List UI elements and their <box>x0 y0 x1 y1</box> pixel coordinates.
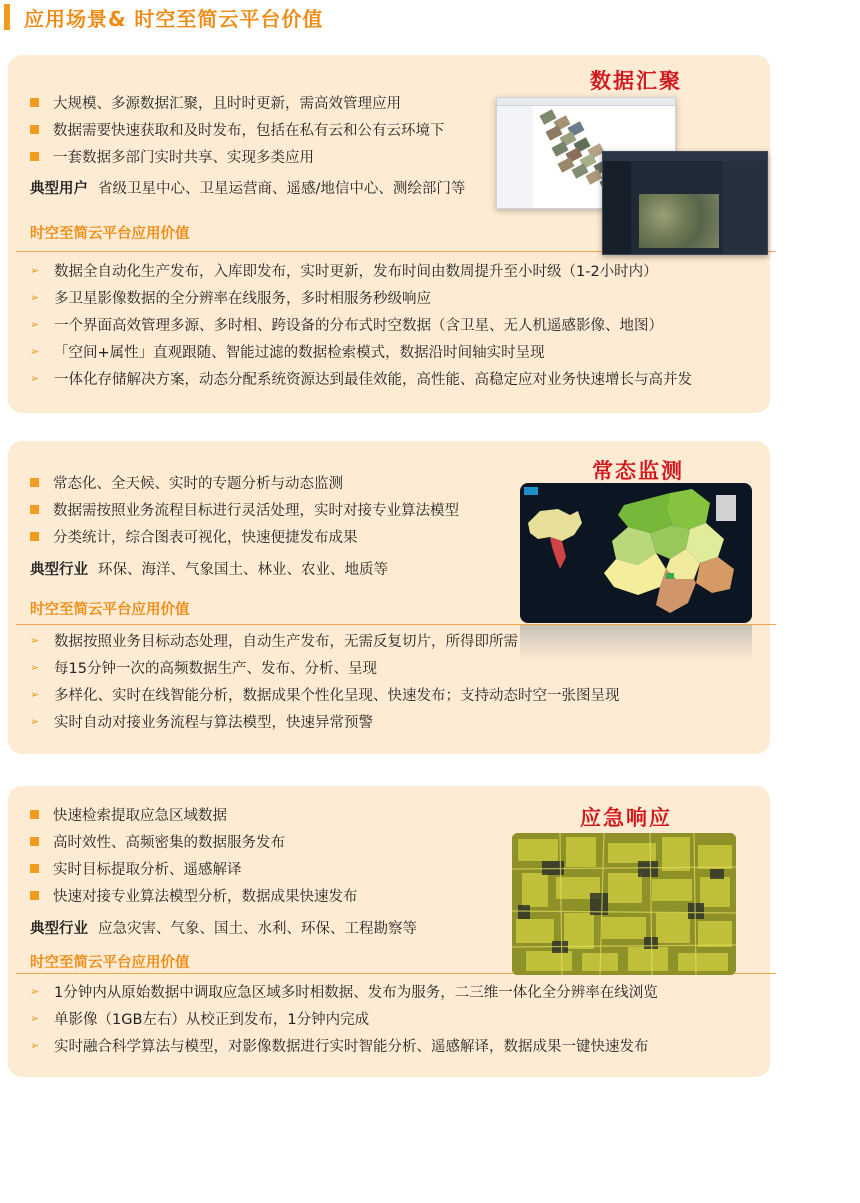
typical-value: 应急灾害、气象、国土、水利、环保、工程勘察等 <box>98 921 417 937</box>
inset-china-map <box>528 509 582 541</box>
requirement-list <box>30 89 445 170</box>
list-item: 数据需按照业务流程目标进行灵活处理，实时对接专业算法模型 <box>30 496 459 523</box>
list-item: 快速检索提取应急区域数据 <box>30 801 358 828</box>
requirement-list <box>30 469 459 550</box>
aerial-imagery <box>512 833 736 975</box>
list-item: ➢ 实时自动对接业务流程与算法模型，快速异常预警 <box>30 715 373 731</box>
square-bullet-icon <box>30 478 39 487</box>
page-title <box>0 0 500 34</box>
typical-users <box>30 177 465 198</box>
value-heading: 时空至简云平台应用价值 <box>30 955 190 971</box>
typical-industries <box>30 917 417 938</box>
list-item: ➢ 多卫星影像数据的全分辨率在线服务，多时相服务秒级响应 <box>30 291 431 307</box>
region-north <box>666 489 710 529</box>
typical-label: 典型用户 <box>30 181 88 197</box>
square-bullet-icon <box>30 98 39 107</box>
thematic-map-image <box>520 483 752 623</box>
section-label: 应急响应 <box>580 806 672 830</box>
typical-industries <box>30 558 388 579</box>
list-item: ➢ 实时融合科学算法与模型，对影像数据进行实时智能分析、遥感解译，数据成果一键快速发布 <box>30 1039 649 1055</box>
arrow-bullet-icon: ➢ <box>30 661 40 674</box>
list-item: ➢ 一个界面高效管理多源、多时相、跨设备的分布式时空数据（含卫星、无人机遥感影像、地图） <box>30 318 663 334</box>
arrow-bullet-icon: ➢ <box>30 715 40 728</box>
list-item: ➢ 数据全自动化生产发布，入库即发布，实时更新，发布时间由数周提升至小时级（1-2小时内） <box>30 264 658 280</box>
map-reflection <box>520 625 752 661</box>
list-item: 常态化、全天候、实时的专题分析与动态监测 <box>30 469 459 496</box>
arrow-bullet-icon: ➢ <box>30 372 40 385</box>
arrow-bullet-icon: ➢ <box>30 1012 40 1025</box>
aerial-graphic <box>512 833 736 975</box>
requirement-list <box>30 801 358 909</box>
list-item: ➢ 「空间+属性」直观跟随、智能过滤的数据检索模式，数据沿时间轴实时呈现 <box>30 345 545 361</box>
arrow-bullet-icon: ➢ <box>30 264 40 277</box>
arrow-bullet-icon: ➢ <box>30 1039 40 1052</box>
section-label: 常态监测 <box>592 459 684 483</box>
list-item: ➢ 1分钟内从原始数据中调取应急区域多时相数据、发布为服务，二三维一体化全分辨率在线浏览 <box>30 985 658 1001</box>
list-item: 快速对接专业算法模型分析，数据成果快速发布 <box>30 882 358 909</box>
list-item: ➢ 多样化、实时在线智能分析，数据成果个性化呈现、快速发布；支持动态时空一张图呈现 <box>30 688 620 704</box>
value-heading: 时空至简云平台应用价值 <box>30 226 190 242</box>
section-card-routine-monitoring <box>8 441 770 754</box>
list-item: 一套数据多部门实时共享、实现多类应用 <box>30 143 445 170</box>
typical-value: 环保、海洋、气象国土、林业、农业、地质等 <box>98 562 388 578</box>
map-legend <box>716 495 736 521</box>
typical-value: 省级卫星中心、卫星运营商、遥感/地信中心、测绘部门等 <box>98 181 466 197</box>
square-bullet-icon <box>30 837 39 846</box>
value-list <box>30 978 658 1059</box>
dark-window-screenshot <box>602 151 768 255</box>
page-title-text: 应用场景& 时空至简云平台价值 <box>24 6 324 31</box>
list-item: 高时效性、高频密集的数据服务发布 <box>30 828 358 855</box>
map-logo-icon <box>524 487 538 495</box>
arrow-bullet-icon: ➢ <box>30 634 40 647</box>
section-label: 数据汇聚 <box>590 69 682 93</box>
arrow-bullet-icon: ➢ <box>30 688 40 701</box>
list-item: ➢ 每15分钟一次的高频数据生产、发布、分析、呈现 <box>30 661 377 677</box>
arrow-bullet-icon: ➢ <box>30 345 40 358</box>
section-card-data-aggregation <box>8 55 770 413</box>
typical-label: 典型行业 <box>30 562 88 578</box>
list-item: 实时目标提取分析、遥感解译 <box>30 855 358 882</box>
square-bullet-icon <box>30 505 39 514</box>
value-list <box>30 257 692 392</box>
arrow-bullet-icon: ➢ <box>30 985 40 998</box>
square-bullet-icon <box>30 891 39 900</box>
map-graphic <box>520 483 752 623</box>
square-bullet-icon <box>30 810 39 819</box>
arrow-bullet-icon: ➢ <box>30 318 40 331</box>
title-accent-bar <box>4 4 10 30</box>
list-item: ➢ 单影像（1GB左右）从校正到发布，1分钟内完成 <box>30 1012 370 1028</box>
square-bullet-icon <box>30 152 39 161</box>
square-bullet-icon <box>30 864 39 873</box>
section-card-emergency-response <box>8 786 770 1077</box>
satellite-image <box>639 194 719 248</box>
list-item: ➢ 一体化存储解决方案，动态分配系统资源达到最佳效能，高性能、高稳定应对业务快速增长与高并发 <box>30 372 692 388</box>
value-heading: 时空至简云平台应用价值 <box>30 602 190 618</box>
square-bullet-icon <box>30 532 39 541</box>
square-bullet-icon <box>30 125 39 134</box>
platform-screenshot-image <box>496 97 766 255</box>
list-item: 大规模、多源数据汇聚，且时时更新，需高效管理应用 <box>30 89 445 116</box>
list-item: 分类统计，综合图表可视化，快速便捷发布成果 <box>30 523 459 550</box>
arrow-bullet-icon: ➢ <box>30 291 40 304</box>
list-item: ➢ 数据按照业务目标动态处理，自动生产发布，无需反复切片，所得即所需 <box>30 634 518 650</box>
list-item: 数据需要快速获取和及时发布，包括在私有云和公有云环境下 <box>30 116 445 143</box>
typical-label: 典型行业 <box>30 921 88 937</box>
